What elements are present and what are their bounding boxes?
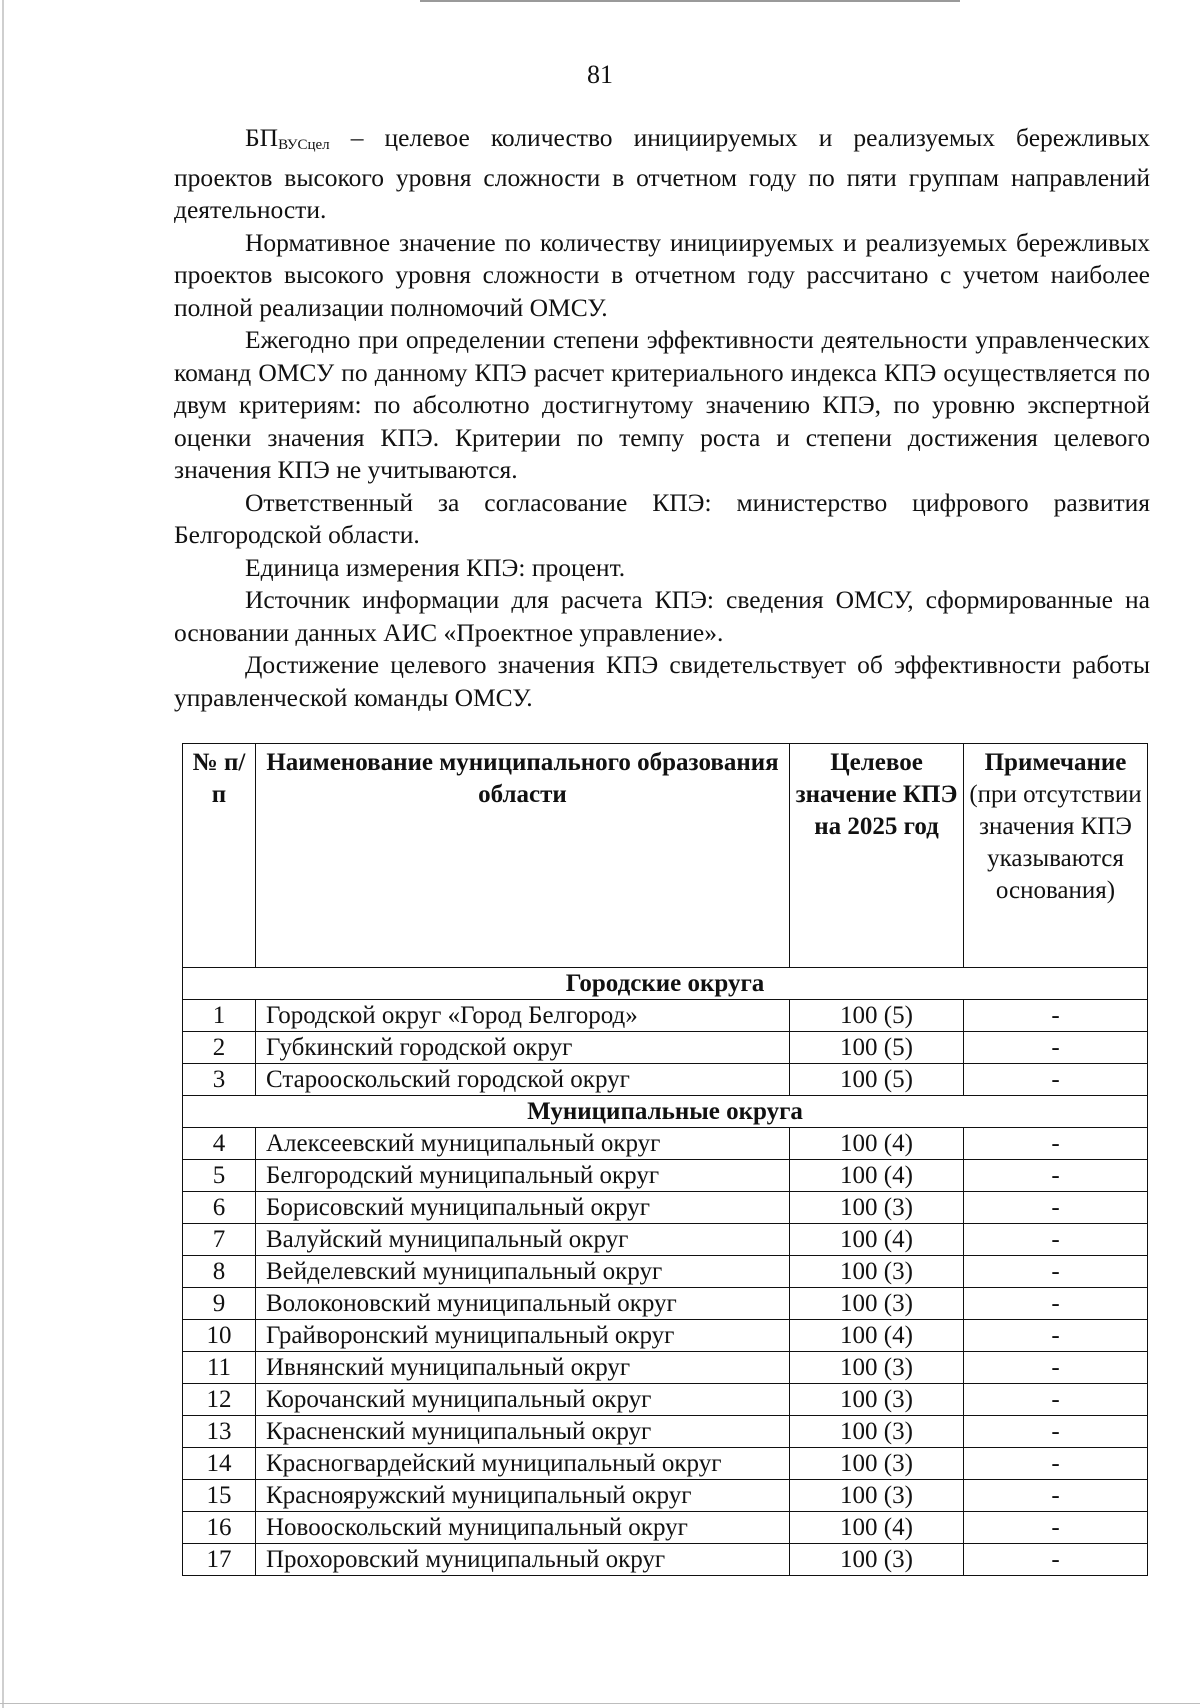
row-note: -: [964, 1384, 1148, 1416]
paragraph-definition: $БП_{ВУСцел}$ – целевое количество инициируемых и реализуемых бережливых проектов высокого уровня сложности в отчетном году по пяти группам направлений деятельности.: [174, 123, 1150, 224]
target-value: 100 (4): [790, 1320, 964, 1352]
page-number: 81: [587, 60, 613, 89]
table-row: [183, 1448, 1148, 1480]
target-value: 100 (3): [790, 1384, 964, 1416]
row-number: 13: [183, 1416, 256, 1448]
header-note: Примечание (при отсутствии значения КПЭ указываются основания): [964, 744, 1148, 968]
paragraph-criteria: Ежегодно при определении степени эффективности деятельности управленческих команд ОМСУ по данному КПЭ расчет критериального индекса КПЭ осуществляется по двум критериям: по абсолютно достигнутому значению КПЭ, по уровню экспертной оценки значения КПЭ. Критерии по темпу роста и степени достижения целевого значения КПЭ не учитываются.: [174, 325, 1150, 484]
row-note: -: [964, 1192, 1148, 1224]
header-name: Наименование муниципального образования области: [256, 744, 790, 968]
row-note: -: [964, 1000, 1148, 1032]
municipality-name: Ивнянский муниципальный округ: [256, 1352, 790, 1384]
section-row: [183, 1096, 1148, 1128]
row-note: -: [964, 1448, 1148, 1480]
table-row: [183, 1416, 1148, 1448]
table-row: [183, 1288, 1148, 1320]
body-text: [174, 122, 1150, 714]
target-value: 100 (3): [790, 1480, 964, 1512]
municipality-name: Волоконовский муниципальный округ: [256, 1288, 790, 1320]
scan-edge-left: [2, 0, 4, 1708]
table-row: [183, 1160, 1148, 1192]
municipality-name: Городской округ «Город Белгород»: [256, 1000, 790, 1032]
header-value: Целевое значение КПЭ на 2025 год: [790, 744, 964, 968]
formula-symbol: $БП_{ВУСцел}$: [245, 123, 330, 153]
target-value: 100 (3): [790, 1288, 964, 1320]
row-number: 1: [183, 1000, 256, 1032]
paragraph-achievement: Достижение целевого значения КПЭ свидетельствует об эффективности работы управленческой команды ОМСУ.: [174, 650, 1150, 712]
row-number: 10: [183, 1320, 256, 1352]
target-value: 100 (3): [790, 1416, 964, 1448]
municipality-name: Корочанский муниципальный округ: [256, 1384, 790, 1416]
row-number: 7: [183, 1224, 256, 1256]
row-note: -: [964, 1544, 1148, 1576]
table-row: [183, 1544, 1148, 1576]
row-note: -: [964, 1256, 1148, 1288]
table-row: [183, 1000, 1148, 1032]
municipality-name: Валуйский муниципальный округ: [256, 1224, 790, 1256]
municipality-name: Краснояружский муниципальный округ: [256, 1480, 790, 1512]
municipality-name: Вейделевский муниципальный округ: [256, 1256, 790, 1288]
table-row: [183, 1224, 1148, 1256]
row-note: -: [964, 1416, 1148, 1448]
table-row: [183, 1256, 1148, 1288]
row-note: -: [964, 1128, 1148, 1160]
target-value: 100 (5): [790, 1032, 964, 1064]
target-value: 100 (4): [790, 1128, 964, 1160]
row-note: -: [964, 1352, 1148, 1384]
row-number: 15: [183, 1480, 256, 1512]
row-number: 6: [183, 1192, 256, 1224]
row-number: 16: [183, 1512, 256, 1544]
section-title: Муниципальные округа: [183, 1096, 1148, 1128]
target-value: 100 (4): [790, 1512, 964, 1544]
paragraph-unit: Единица измерения КПЭ: процент.: [245, 552, 626, 582]
row-number: 2: [183, 1032, 256, 1064]
row-number: 11: [183, 1352, 256, 1384]
scan-edge-bottom: [0, 1703, 1200, 1704]
row-number: 3: [183, 1064, 256, 1096]
row-number: 17: [183, 1544, 256, 1576]
municipality-name: Новооскольский муниципальный округ: [256, 1512, 790, 1544]
municipality-name: Красненский муниципальный округ: [256, 1416, 790, 1448]
municipality-name: Белгородский муниципальный округ: [256, 1160, 790, 1192]
row-note: -: [964, 1160, 1148, 1192]
row-number: 14: [183, 1448, 256, 1480]
table-header-row: [183, 744, 1148, 968]
paragraph-responsible: Ответственный за согласование КПЭ: министерство цифрового развития Белгородской области.: [174, 487, 1150, 549]
target-value: 100 (3): [790, 1352, 964, 1384]
row-note: -: [964, 1512, 1148, 1544]
municipality-name: Алексеевский муниципальный округ: [256, 1128, 790, 1160]
table-body: [183, 968, 1148, 1576]
target-value: 100 (4): [790, 1160, 964, 1192]
paragraph-normative: Нормативное значение по количеству инициируемых и реализуемых бережливых проектов высокого уровня сложности в отчетном году рассчитано с учетом наиболее полной реализации полномочий ОМСУ.: [174, 227, 1150, 322]
scan-edge-top: [420, 0, 960, 2]
row-note: -: [964, 1064, 1148, 1096]
row-note: -: [964, 1288, 1148, 1320]
table-row: [183, 1032, 1148, 1064]
municipality-name: Губкинский городской округ: [256, 1032, 790, 1064]
row-note: -: [964, 1224, 1148, 1256]
table-row: [183, 1384, 1148, 1416]
target-value: 100 (3): [790, 1192, 964, 1224]
municipality-name: Красногвардейский муниципальный округ: [256, 1448, 790, 1480]
table-row: [183, 1352, 1148, 1384]
row-note: -: [964, 1320, 1148, 1352]
row-number: 8: [183, 1256, 256, 1288]
table-row: [183, 1128, 1148, 1160]
row-number: 12: [183, 1384, 256, 1416]
table-row: [183, 1192, 1148, 1224]
table-row: [183, 1064, 1148, 1096]
table-row: [183, 1480, 1148, 1512]
row-note: -: [964, 1032, 1148, 1064]
target-value: 100 (5): [790, 1000, 964, 1032]
target-value: 100 (3): [790, 1256, 964, 1288]
municipality-name: Прохоровский муниципальный округ: [256, 1544, 790, 1576]
section-row: [183, 968, 1148, 1000]
section-title: Городские округа: [183, 968, 1148, 1000]
target-value: 100 (3): [790, 1448, 964, 1480]
row-note: -: [964, 1480, 1148, 1512]
table-row: [183, 1512, 1148, 1544]
municipality-name: Грайворонский муниципальный округ: [256, 1320, 790, 1352]
municipality-name: Старооскольский городской округ: [256, 1064, 790, 1096]
kpi-table: [182, 743, 1148, 1576]
target-value: 100 (5): [790, 1064, 964, 1096]
target-value: 100 (3): [790, 1544, 964, 1576]
target-value: 100 (4): [790, 1224, 964, 1256]
header-num: № п/п: [183, 744, 256, 968]
paragraph-source: Источник информации для расчета КПЭ: сведения ОМСУ, сформированные на основании данных АИС «Проектное управление».: [174, 585, 1150, 647]
row-number: 4: [183, 1128, 256, 1160]
municipality-name: Борисовский муниципальный округ: [256, 1192, 790, 1224]
row-number: 5: [183, 1160, 256, 1192]
table-row: [183, 1320, 1148, 1352]
row-number: 9: [183, 1288, 256, 1320]
